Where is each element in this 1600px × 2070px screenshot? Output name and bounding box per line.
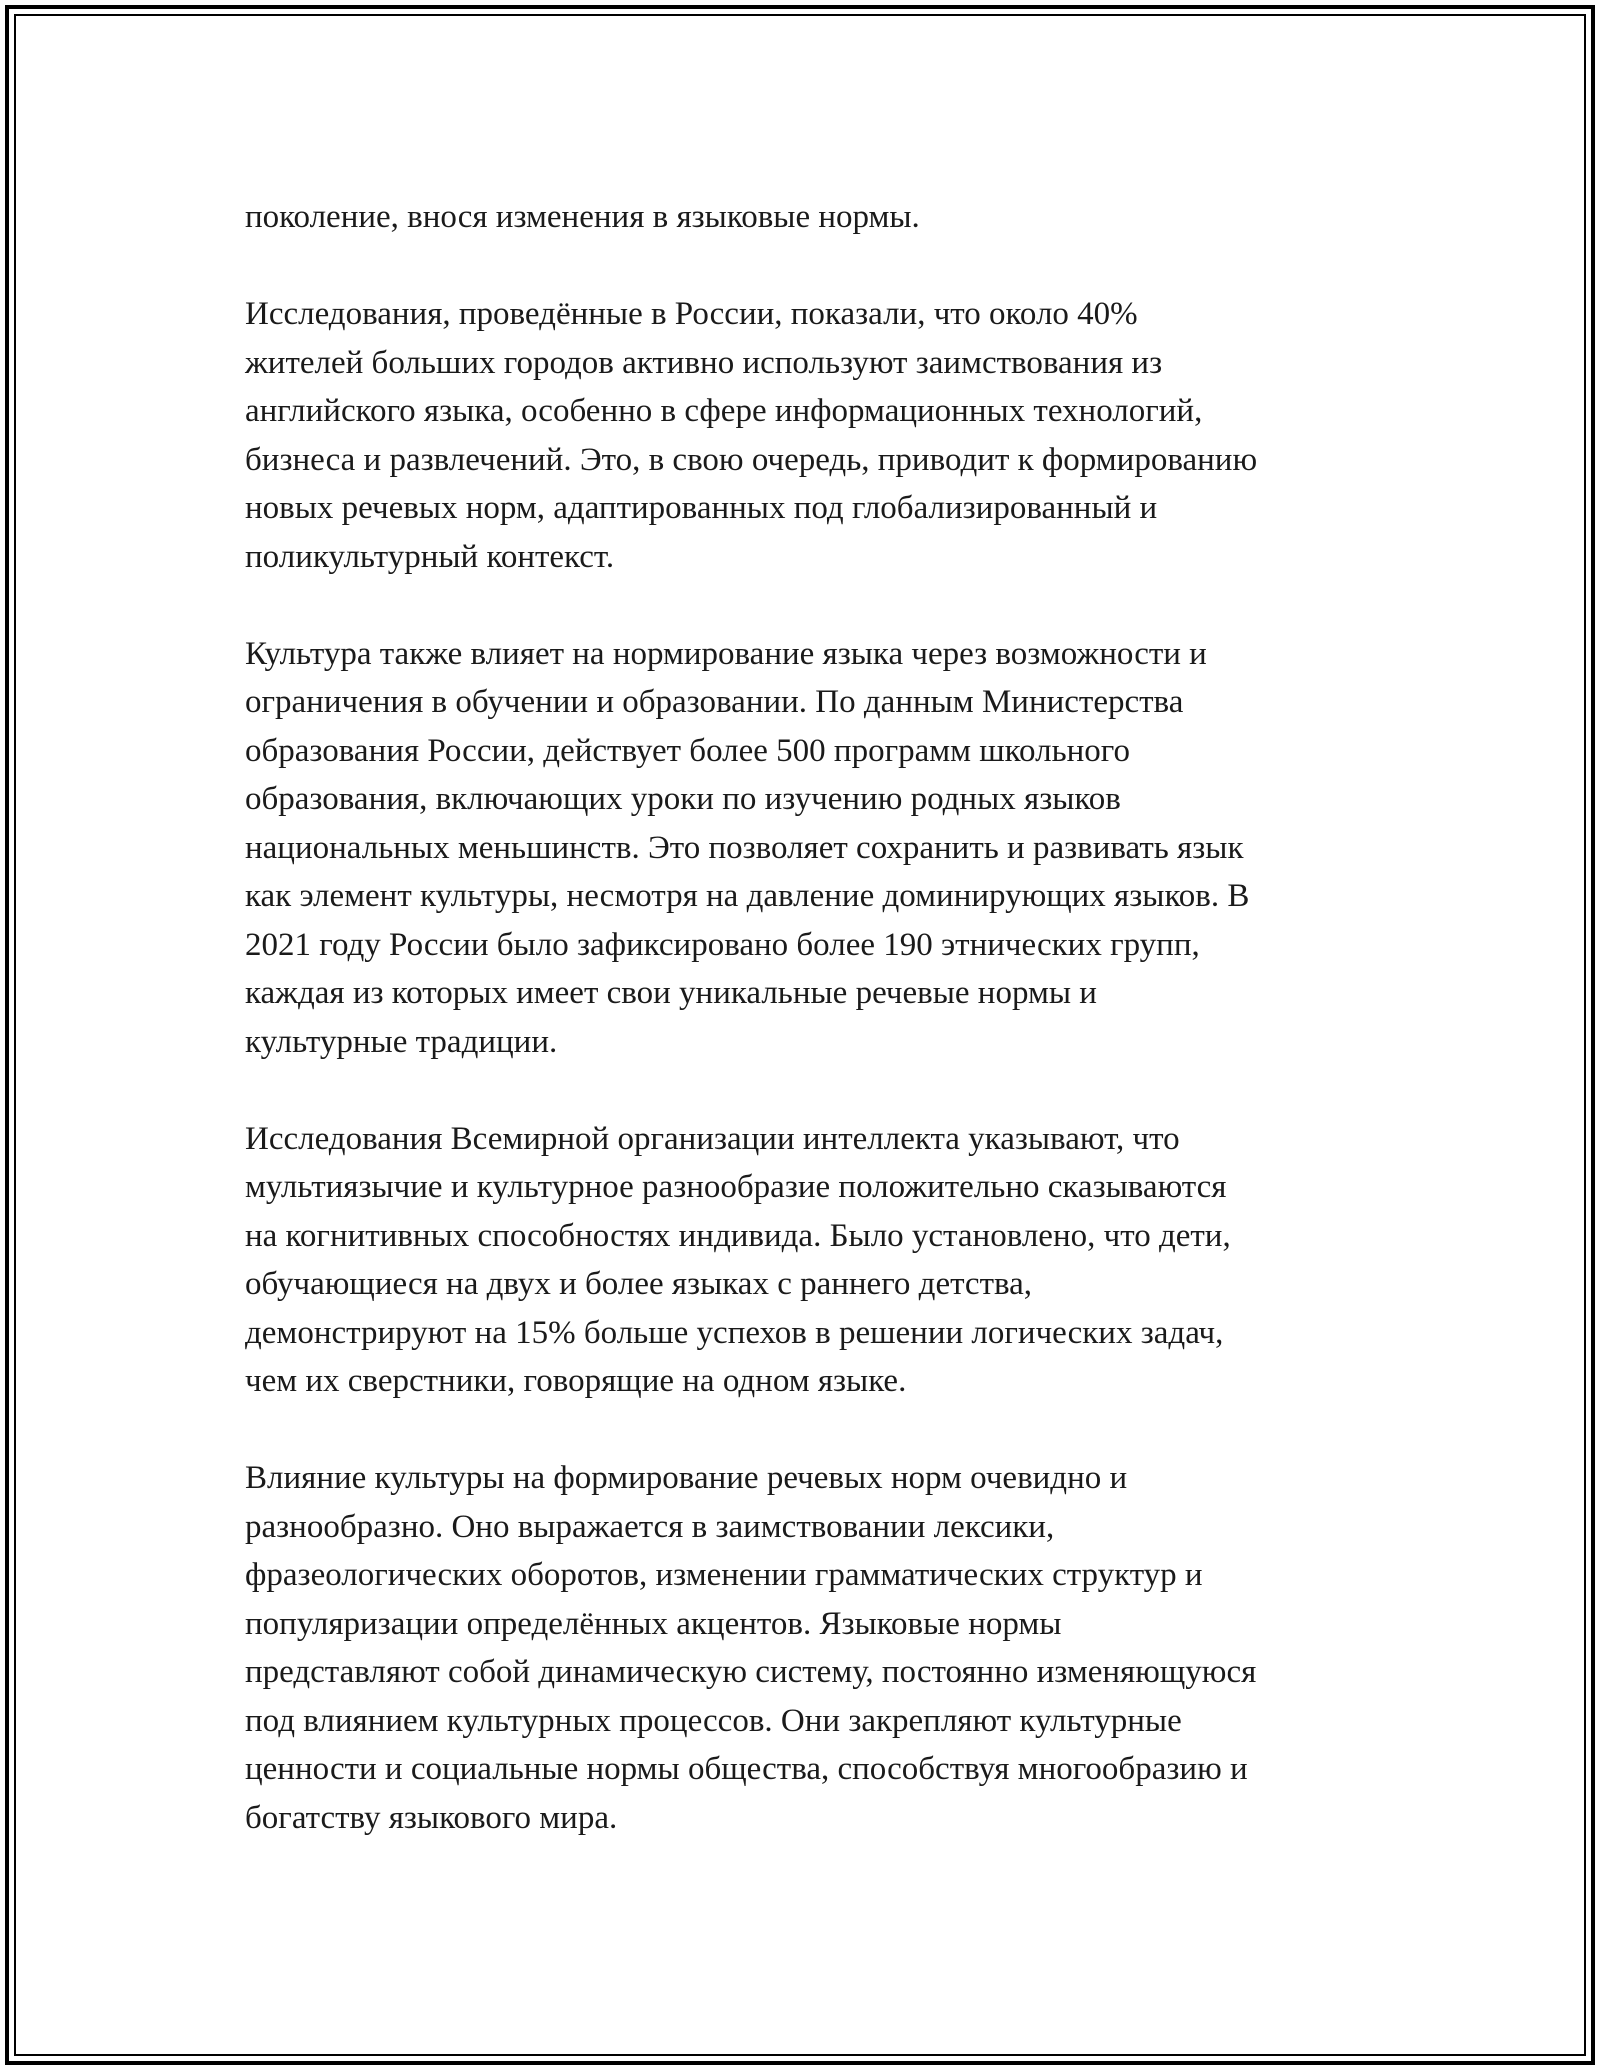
text-line: Влияние культуры на формирование речевых норм очевидно и	[245, 1460, 1128, 1496]
paragraph-2	[245, 290, 1385, 581]
text-line: чем их сверстники, говорящие на одном языке.	[245, 1363, 907, 1399]
paragraph-3	[245, 630, 1385, 1067]
document-body	[245, 193, 1385, 1891]
text-line: представляют собой динамическую систему, постоянно изменяющуюся	[245, 1654, 1257, 1690]
text-line: жителей больших городов активно используют заимствования из	[245, 344, 1163, 381]
text-line: поликультурный контекст.	[245, 538, 615, 575]
text-line: бизнеса и развлечений. Это, в свою очередь, приводит к формированию	[245, 441, 1258, 478]
text-line: поколение, внося изменения в языковые нормы.	[245, 199, 920, 235]
text-line: богатству языкового мира.	[245, 1799, 618, 1836]
text-line: ограничения в обучении и образовании. По данным Министерства	[245, 684, 1184, 720]
text-line: на когнитивных способностях индивида. Было установлено, что дети,	[245, 1217, 1231, 1254]
text-line: новых речевых норм, адаптированных под глобализированный и	[245, 490, 1158, 526]
text-line: Исследования Всемирной организации интеллекта указывают, что	[245, 1120, 1180, 1157]
text-line: как элемент культуры, несмотря на давление доминирующих языков. В	[245, 878, 1250, 914]
text-line: мультиязычие и культурное разнообразие положительно сказываются	[245, 1169, 1227, 1205]
text-line: под влиянием культурных процессов. Они закрепляют культурные	[245, 1702, 1182, 1739]
text-line: фразеологических оборотов, изменении грамматических структур и	[245, 1557, 1203, 1593]
text-line: Культура также влияет на нормирование языка через возможности и	[245, 635, 1207, 672]
paragraph-1	[245, 193, 1385, 242]
text-line: Исследования, проведённые в России, показали, что около 40%	[245, 296, 1138, 332]
text-line: образования, включающих уроки по изучению родных языков	[245, 781, 1121, 817]
paragraph-5	[245, 1454, 1385, 1842]
text-line: разнообразно. Оно выражается в заимствовании лексики,	[245, 1508, 1055, 1545]
text-line: культурные традиции.	[245, 1023, 558, 1060]
text-line: ценности и социальные нормы общества, способствуя многообразию и	[245, 1751, 1248, 1787]
text-line: демонстрируют на 15% больше успехов в решении логических задач,	[245, 1314, 1224, 1351]
text-line: 2021 году России было зафиксировано более 190 этнических групп,	[245, 926, 1200, 963]
text-line: обучающиеся на двух и более языках с раннего детства,	[245, 1266, 1033, 1302]
text-line: каждая из которых имеет свои уникальные речевые нормы и	[245, 975, 1097, 1011]
text-line: популяризации определённых акцентов. Языковые нормы	[245, 1605, 1062, 1642]
page-frame	[5, 5, 1595, 2065]
text-line: национальных меньшинств. Это позволяет сохранить и развивать язык	[245, 829, 1244, 866]
text-line: английского языка, особенно в сфере информационных технологий,	[245, 393, 1203, 429]
paragraph-4	[245, 1115, 1385, 1406]
text-line: образования России, действует более 500 программ школьного	[245, 732, 1130, 769]
